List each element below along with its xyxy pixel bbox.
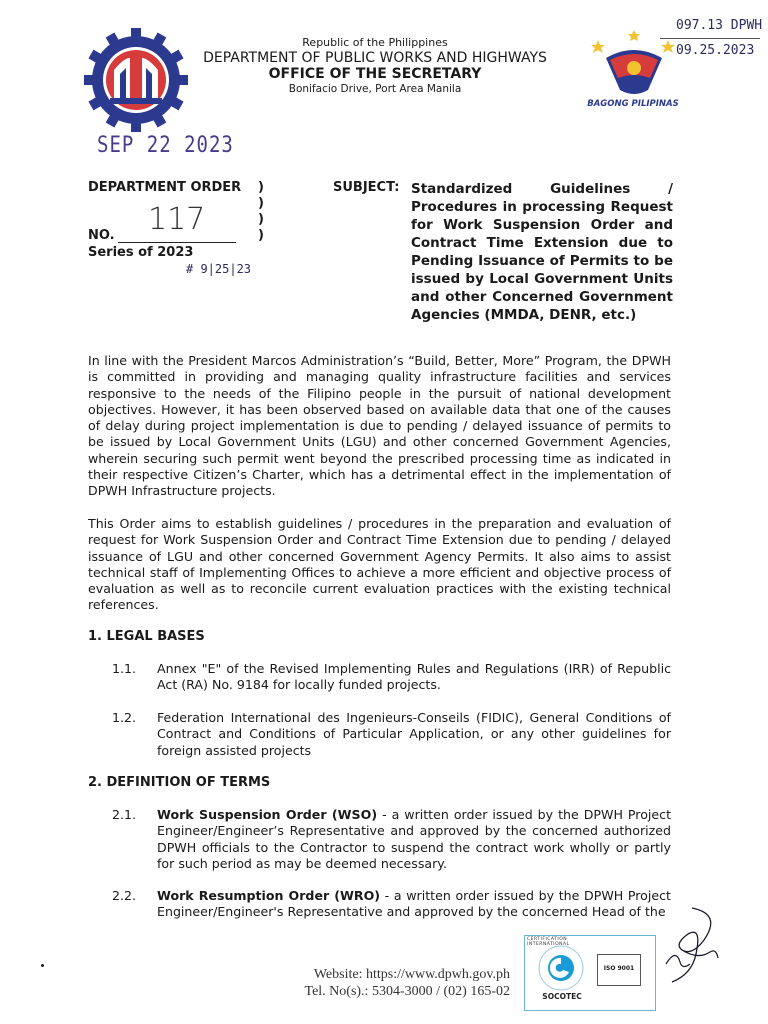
- definition-text: - a written order issued by the DPWH Project Engineer/Engineer’s Representative and approved by the concerned authorized DPWH officials to the Contractor to suspend the contract work wholly or partly for such period as may be deemed necessary.: [157, 807, 672, 871]
- order-series: Series of 2023: [88, 245, 194, 260]
- paren-2: ): [258, 196, 264, 211]
- item-number: 1.1.: [112, 661, 137, 676]
- handwritten-signature: [652, 904, 724, 988]
- stamp-divider: [660, 38, 760, 39]
- bagong-pilipinas-label: BAGONG PILIPINAS: [587, 99, 679, 109]
- department-name: DEPARTMENT OF PUBLIC WORKS AND HIGHWAYS: [203, 50, 547, 66]
- date-stamp: SEP 22 2023: [97, 132, 234, 158]
- order-no-label: NO.: [88, 228, 115, 243]
- item-number: 2.1.: [112, 807, 137, 822]
- definition-term: Work Resumption Order (WRO): [157, 888, 381, 903]
- footer-contact: [230, 966, 510, 1000]
- definition-text: - a written order issued by the DPWH Project Engineer/Engineer's Representative and approved by the concerned Head of the: [157, 888, 671, 920]
- legal-basis-item: Federation International des Ingenieurs-Conseils (FIDIC), General Conditions of Contract and Conditions of Particular Application, or any other guidelines for foreign assisted projects: [157, 710, 671, 758]
- intro-paragraph: In line with the President Marcos Administration’s “Build, Better, More” Program, the DPWH is committed in providing and managing quality infrastructure facilities and services responsive to the needs of the Filipino people in the pursuit of national development objectives. However, it has been observed based on available data that one of the causes of delay during project implementation is due to pending / delayed issuance of permits to be issued by Local Government Units (LGU) and other concerned Government Agencies, wherein securing such permit went beyond the prescribed processing time as indicated in their respective Citizen’s Charter, which has a detrimental effect in the implementation of DPWH Infrastructure projects.: [88, 353, 671, 499]
- certification-ring-text: CERTIFICATION INTERNATIONAL: [527, 937, 570, 947]
- iso-label: ISO 9001: [603, 965, 635, 972]
- definition-term: Work Suspension Order (WSO): [157, 807, 378, 822]
- order-no-underline: [118, 242, 236, 243]
- republic-text: Republic of the Philippines: [302, 36, 448, 49]
- receiving-number: 097.13 DPWH: [676, 18, 763, 33]
- footer-telephone: Tel. No(s).: 5304-3000 / (02) 165-02: [304, 984, 510, 999]
- receiving-date: 09.25.2023: [676, 43, 755, 58]
- iso-certification-badge: [524, 935, 656, 1011]
- definition-item: [157, 888, 671, 921]
- item-number: 2.2.: [112, 888, 137, 903]
- office-address: Bonifacio Drive, Port Area Manila: [288, 83, 462, 95]
- purpose-paragraph: This Order aims to establish guidelines / procedures in the preparation and evaluation of request for Work Suspension Order and Contract Time Extension due to pending / delayed issuance of LGU and other concerned Government Agency Permits. It also aims to assist technical staff of Implementing Offices to achieve a more efficient and objective process of evaluation as well as to reconcile current evaluation practices with the existing technical references.: [88, 516, 671, 613]
- item-number: 1.2.: [112, 710, 137, 725]
- socotec-label: SOCOTEC: [542, 992, 582, 1001]
- legal-basis-item: Annex "E" of the Revised Implementing Rules and Regulations (IRR) of Republic Act (RA) No. 9184 for locally funded projects.: [157, 661, 671, 693]
- section-heading-legal-bases: 1. LEGAL BASES: [88, 629, 205, 644]
- letterhead: [180, 36, 570, 95]
- paren-3: ): [258, 212, 264, 227]
- handwritten-date-note: # 9|25|23: [186, 262, 252, 276]
- scan-dot: [41, 964, 44, 967]
- section-heading-definitions: 2. DEFINITION OF TERMS: [88, 775, 271, 790]
- subject-label: SUBJECT:: [333, 180, 400, 195]
- dpwh-seal-logo: [84, 28, 188, 132]
- office-name: OFFICE OF THE SECRETARY: [268, 66, 482, 82]
- order-number: 117: [148, 202, 206, 237]
- definition-item: [157, 807, 671, 872]
- iso-box: [597, 954, 641, 986]
- subject-text: Standardized Guidelines / Procedures in processing Request for Work Suspension Order and Contract Time Extension due to Pending Issuance of Permits to be issued by Local Government Units and other Concerned Government Agencies (MMDA, DENR, etc.): [411, 181, 673, 323]
- paren-1: ): [258, 180, 264, 195]
- paren-4: ): [258, 228, 264, 243]
- order-label: DEPARTMENT ORDER: [88, 180, 242, 195]
- footer-website: Website: https://www.dpwh.gov.ph: [313, 967, 510, 982]
